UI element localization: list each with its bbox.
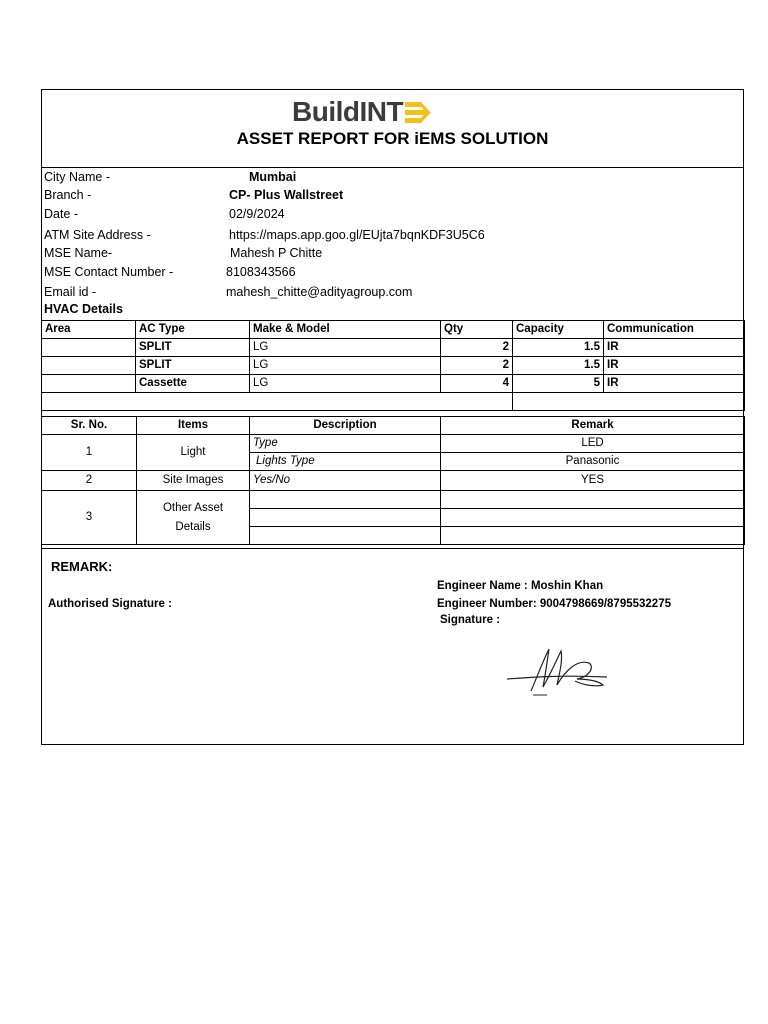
date-value: 02/9/2024 (229, 207, 285, 221)
col-sr-no: Sr. No. (42, 417, 137, 435)
engineer-name: Engineer Name : Moshin Khan (437, 580, 604, 592)
mse-contact-value: 8108343566 (226, 265, 296, 279)
hvac-header-row (42, 321, 745, 339)
city-value: Mumbai (249, 170, 297, 184)
spacer-cell (42, 393, 513, 411)
hvac-details-title: HVAC Details (44, 302, 123, 316)
comm-cell: IR (604, 375, 745, 393)
item-cell: Light (137, 435, 250, 471)
ac-type-cell: SPLIT (136, 339, 250, 357)
col-remark: Remark (441, 417, 745, 435)
qty-cell: 4 (441, 375, 513, 393)
asset-report-sheet (41, 89, 744, 745)
make-cell: LG (250, 357, 441, 375)
table-row (42, 357, 745, 375)
col-make-model: Make & Model (250, 321, 441, 339)
address-label: ATM Site Address - (44, 228, 151, 242)
remark-label: REMARK: (51, 559, 113, 574)
table-row (42, 339, 745, 357)
remark-cell: YES (441, 471, 745, 491)
address-value[interactable]: https://maps.app.goo.gl/EUjta7bqnKDF3U5C6 (229, 228, 485, 242)
col-ac-type: AC Type (136, 321, 250, 339)
col-communication: Communication (604, 321, 745, 339)
sr-cell: 3 (42, 491, 137, 545)
area-cell (42, 339, 136, 357)
desc-cell (250, 491, 441, 509)
col-description: Description (250, 417, 441, 435)
qty-cell: 2 (441, 357, 513, 375)
col-qty: Qty (441, 321, 513, 339)
hvac-table (41, 320, 745, 411)
desc-cell: Lights Type (250, 453, 441, 471)
mse-name-label: MSE Name- (44, 246, 113, 260)
logo-arrow-icon (405, 99, 431, 125)
area-cell (42, 375, 136, 393)
ac-type-cell: Cassette (136, 375, 250, 393)
logo-text: BuildINT (292, 96, 404, 127)
remark-cell (441, 491, 745, 509)
comm-cell: IR (604, 339, 745, 357)
mse-contact-label: MSE Contact Number - (44, 265, 174, 279)
col-area: Area (42, 321, 136, 339)
desc-cell (250, 527, 441, 545)
sr-cell: 2 (42, 471, 137, 491)
area-cell (42, 357, 136, 375)
remark-cell: Panasonic (441, 453, 745, 471)
table-row (42, 435, 745, 453)
signature-label: Signature : (440, 614, 501, 626)
report-header (42, 90, 743, 168)
city-label: City Name - (44, 170, 110, 184)
handwritten-signature-icon (503, 641, 613, 701)
make-cell: LG (250, 339, 441, 357)
remark-section (41, 548, 744, 746)
branch-value: CP- Plus Wallstreet (229, 188, 344, 202)
capacity-cell: 1.5 (513, 357, 604, 375)
desc-cell: Yes/No (250, 471, 441, 491)
buildint-logo (292, 96, 431, 128)
email-value[interactable]: mahesh_chitte@adityagroup.com (226, 285, 413, 299)
spacer-cell (513, 393, 745, 411)
remark-cell (441, 509, 745, 527)
table-row (42, 491, 745, 509)
make-cell: LG (250, 375, 441, 393)
ac-type-cell: SPLIT (136, 357, 250, 375)
sr-cell: 1 (42, 435, 137, 471)
remark-cell (441, 527, 745, 545)
items-header-row (42, 417, 745, 435)
email-label: Email id - (44, 285, 97, 299)
item-cell: Other Asset Details (137, 491, 250, 545)
date-label: Date - (44, 207, 79, 221)
qty-cell: 2 (441, 339, 513, 357)
remark-cell: LED (441, 435, 745, 453)
item-cell: Site Images (137, 471, 250, 491)
desc-cell: Type (250, 435, 441, 453)
branch-label: Branch - (44, 188, 92, 202)
table-row (42, 471, 745, 491)
items-table (41, 416, 745, 545)
mse-name-value: Mahesh P Chitte (230, 246, 323, 260)
col-items: Items (137, 417, 250, 435)
col-capacity: Capacity (513, 321, 604, 339)
capacity-cell: 1.5 (513, 339, 604, 357)
desc-cell (250, 509, 441, 527)
engineer-number: Engineer Number: 9004798669/8795532275 (437, 598, 671, 610)
report-title: ASSET REPORT FOR iEMS SOLUTION (236, 129, 549, 148)
authorised-signature-label: Authorised Signature : (48, 598, 172, 610)
table-row (42, 375, 745, 393)
comm-cell: IR (604, 357, 745, 375)
capacity-cell: 5 (513, 375, 604, 393)
spacer-row (42, 393, 745, 411)
